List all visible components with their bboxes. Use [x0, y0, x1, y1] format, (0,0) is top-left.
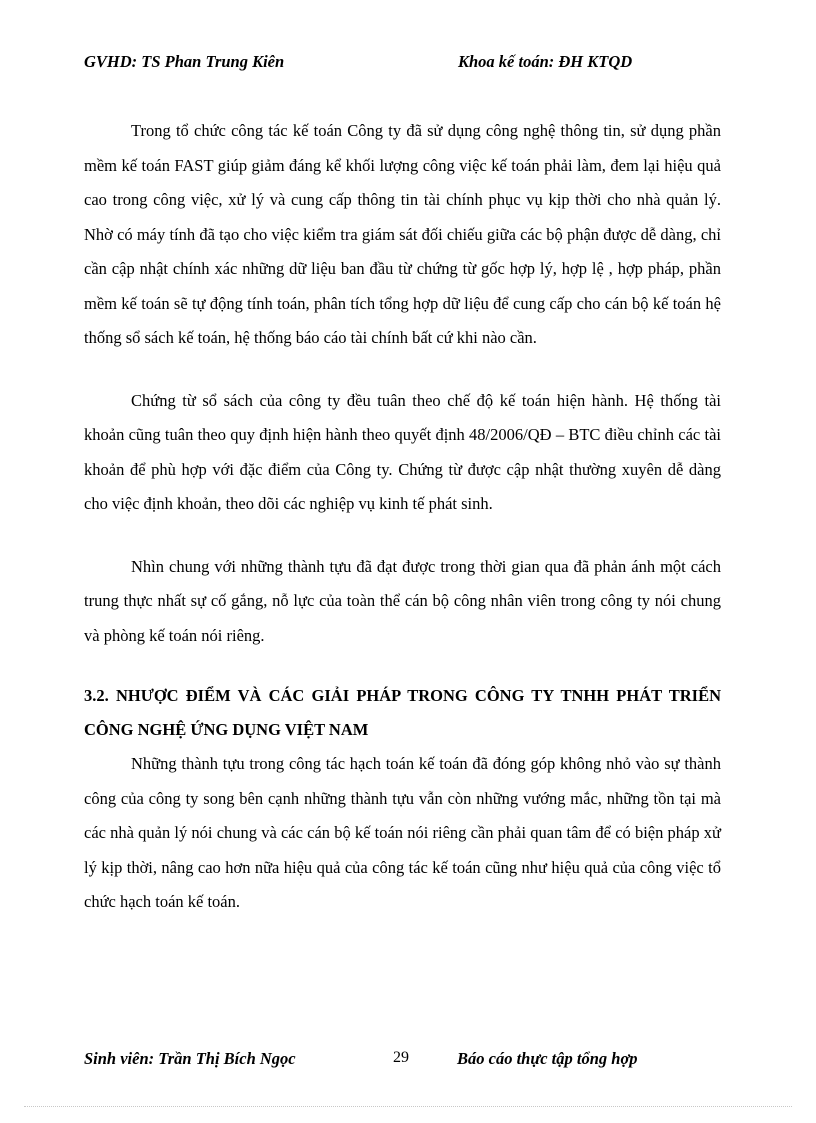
page-bottom-divider	[24, 1106, 792, 1107]
paragraph-gap	[84, 522, 721, 550]
paragraph-documents: Chứng từ sổ sách của công ty đều tuân theo chế độ kế toán hiện hành. Hệ thống tài khoản cũng tuân theo quy định hiện hành theo quyết định 48/2006/QĐ – BTC điều chỉnh các tài khoản để phù hợp với đặc điểm của Công ty. Chứng từ được cập nhật thường xuyên dễ dàng cho việc định khoản, theo dõi các nghiệp vụ kinh tế phát sinh.	[84, 390, 721, 513]
paragraph-software: Trong tổ chức công tác kế toán Công ty đã sử dụng công nghệ thông tin, sử dụng phần mềm kế toán FAST giúp giảm đáng kể khối lượng công việc kế toán phải làm, đem lại hiệu quả cao trong công việc, xử lý và cung cấp thông tin tài chính phục vụ kịp thời cho nhà quản lý. Nhờ có máy tính đã tạo cho việc kiểm tra giám sát đối chiếu giữa các bộ phận được dễ dàng, chỉ cần cập nhật chính xác những dữ liệu ban đầu từ chứng từ gốc hợp lý, hợp lệ , hợp pháp, phần mềm kế toán sẽ tự động tính toán, phân tích tổng hợp dữ liệu để cung cấp cho cán bộ kế toán hệ thống sổ sách kế toán, hệ thống báo cáo tài chính bất cứ khi nào cần.	[84, 121, 721, 347]
header-supervisor: GVHD: TS Phan Trung Kiên	[84, 52, 285, 71]
page-header	[84, 52, 724, 76]
paragraph-issues: Những thành tựu trong công tác hạch toán kế toán đã đóng góp không nhỏ vào sự thành công của công ty song bên cạnh những thành tựu vẫn còn những vướng mắc, những tồn tại mà các nhà quản lý nói chung và các cán bộ kế toán nói riêng cần phải quan tâm để có biện pháp xử lý kịp thời, nâng cao hơn nữa hiệu quả của công tác kế toán cũng như hiệu quả của công việc tổ chức hạch toán kế toán.	[84, 754, 721, 911]
footer-student: Sinh viên: Trần Thị Bích Ngọc	[84, 1049, 296, 1068]
page-number: 29	[393, 1049, 409, 1066]
page-footer	[84, 1049, 724, 1073]
paragraph-summary: Nhìn chung với những thành tựu đã đạt được trong thời gian qua đã phản ánh một cách trung thực nhất sự cố gắng, nỗ lực của toàn thể cán bộ công nhân viên trong công ty nói chung và phòng kế toán nói riêng.	[84, 556, 721, 645]
document-body	[84, 114, 721, 920]
section-heading: 3.2. NHƯỢC ĐIỂM VÀ CÁC GIẢI PHÁP TRONG CÔNG TY TNHH PHÁT TRIỂN CÔNG NGHỆ ỨNG DỤNG VIỆT NAM	[84, 686, 721, 739]
header-faculty: Khoa kế toán: ĐH KTQD	[458, 52, 633, 71]
paragraph-gap	[84, 356, 721, 384]
footer-report-title: Báo cáo thực tập tổng hợp	[457, 1049, 638, 1068]
